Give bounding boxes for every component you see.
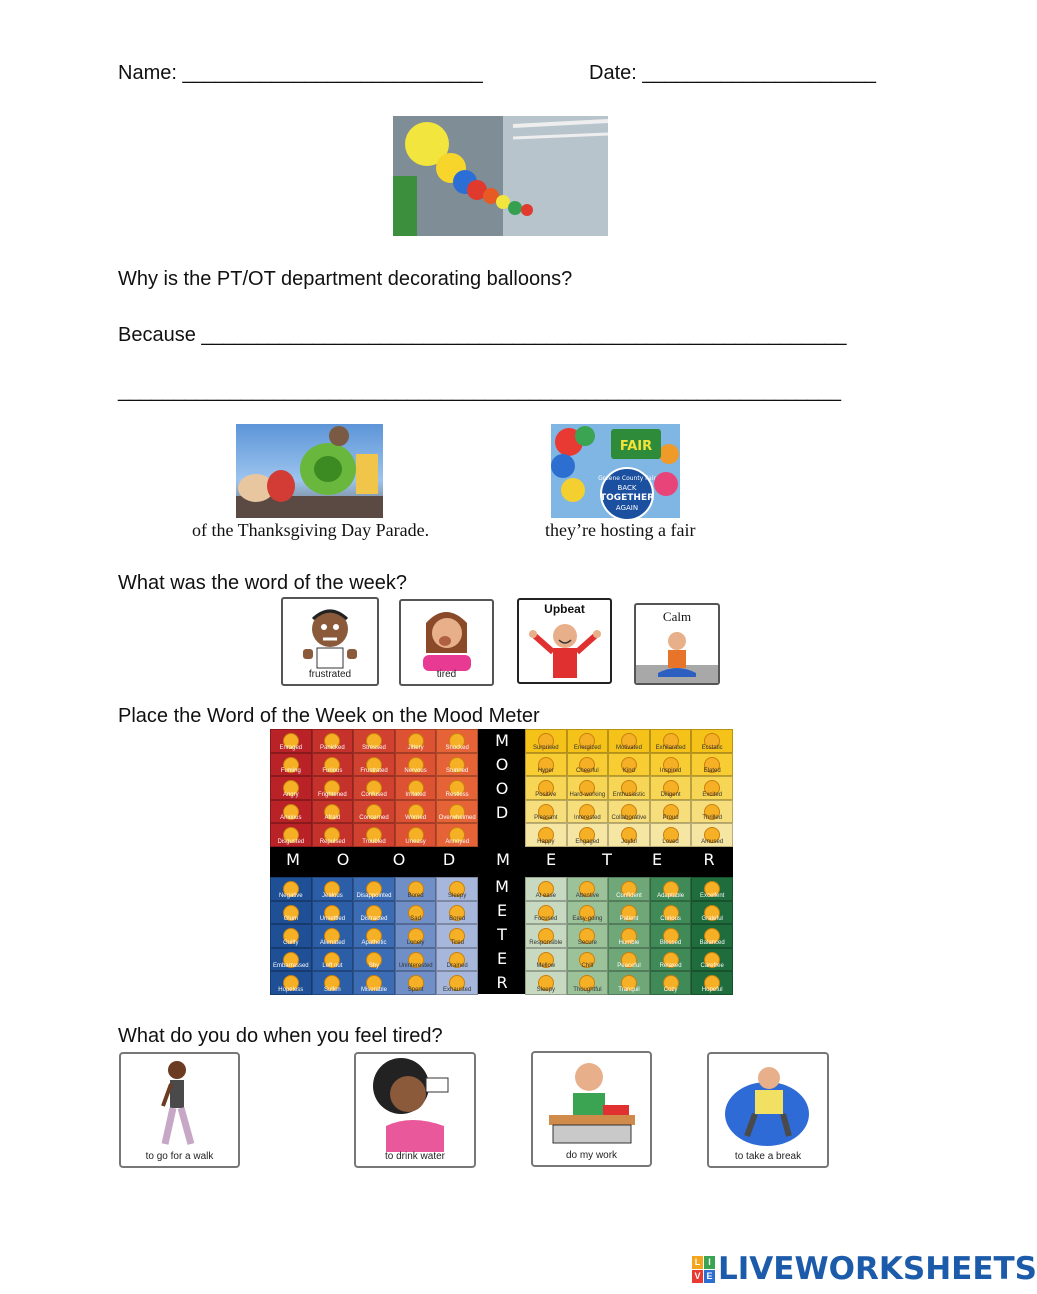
mood-cell-label: Sad: [410, 916, 421, 922]
mood-cell-label: Anxious: [280, 815, 302, 821]
mood-cell-label: Jittery: [407, 744, 424, 751]
mood-cell[interactable]: [525, 823, 567, 847]
mood-cell[interactable]: [353, 800, 395, 824]
mood-cell-label: Collaborative: [611, 815, 647, 821]
mood-cell-label: Tired: [450, 939, 464, 946]
mood-meter[interactable]: [270, 729, 733, 994]
mood-cell-label: Proud: [662, 815, 679, 821]
mood-cell[interactable]: [525, 901, 567, 925]
mood-cell-label: Thrilled: [702, 815, 723, 821]
mood-cell-label: Exhilarated: [655, 744, 686, 751]
mood-cell-label: Responsible: [529, 939, 563, 946]
mood-cell-label: Disgusted: [277, 838, 305, 845]
mood-meter-title-letter: R: [703, 850, 715, 869]
mood-cell[interactable]: [436, 776, 478, 800]
mood-cell[interactable]: [608, 729, 650, 753]
question-mood-meter: Place the Word of the Week on the Mood Meter: [118, 705, 540, 727]
mood-meter-title-letter-vertical: T: [497, 925, 507, 944]
mood-cell-label: Hyper: [537, 768, 554, 774]
mood-cell-label: Balanced: [699, 939, 725, 946]
mood-cell-label: Excellent: [700, 892, 725, 899]
card-go-for-walk-label: to go for a walk: [145, 1151, 214, 1162]
mood-cell[interactable]: [608, 753, 650, 777]
mood-cell-label: Exhausted: [443, 986, 472, 993]
mood-cell-label: Sullen: [324, 986, 341, 993]
mood-cell-label: Ecstatic: [701, 744, 723, 751]
mood-cell-label: Bored: [407, 892, 424, 899]
mood-cell-label: Focused: [534, 916, 558, 922]
mood-cell[interactable]: [567, 753, 609, 777]
answer-line-2[interactable]: _________________________________________________________________: [118, 380, 841, 402]
mood-cell[interactable]: [270, 901, 312, 925]
mood-cell-label: Hopeful: [701, 986, 723, 993]
question-word-of-week: What was the word of the week?: [118, 572, 408, 594]
mood-cell[interactable]: [312, 729, 354, 753]
mood-cell[interactable]: [567, 800, 609, 824]
calm-meditating-icon: [636, 627, 718, 683]
mood-cell-label: Fuming: [280, 768, 301, 774]
mood-cell-label: Hopeless: [278, 986, 304, 993]
mood-cell[interactable]: [436, 971, 478, 995]
mood-cell[interactable]: [436, 753, 478, 777]
mood-cell-label: Hard-working: [569, 791, 606, 798]
mood-cell[interactable]: [525, 971, 567, 995]
mood-cell-label: Excited: [702, 791, 723, 798]
mood-cell[interactable]: [312, 924, 354, 948]
mood-cell-label: Spent: [407, 986, 424, 993]
mood-cell[interactable]: [270, 800, 312, 824]
mood-cell-label: Blessed: [659, 939, 682, 946]
mood-cell-label: Lonely: [406, 939, 425, 946]
mood-cell[interactable]: [270, 877, 312, 901]
mood-cell[interactable]: [312, 971, 354, 995]
mood-meter-title-letter-vertical: O: [495, 779, 509, 798]
mood-cell-label: Cheerful: [576, 768, 599, 774]
mood-cell-label: Attentive: [575, 892, 600, 899]
mood-cell[interactable]: [525, 753, 567, 777]
mood-cell-label: Stressed: [362, 744, 386, 751]
mood-cell-label: Disappointed: [356, 892, 392, 899]
option-parade-caption[interactable]: of the Thanksgiving Day Parade.: [192, 520, 430, 540]
mood-cell-label: Confident: [616, 892, 642, 899]
mood-cell[interactable]: [691, 800, 733, 824]
mood-cell[interactable]: [650, 800, 692, 824]
mood-cell-label: Shy: [368, 963, 380, 969]
mood-cell[interactable]: [395, 753, 437, 777]
mood-meter-title-letter-vertical: R: [496, 973, 508, 992]
mood-cell-label: Irritated: [405, 791, 426, 798]
mood-cell-label: Peaceful: [617, 963, 641, 969]
mood-cell[interactable]: [353, 901, 395, 925]
mood-cell[interactable]: [312, 776, 354, 800]
mood-meter-title-letter: O: [392, 850, 406, 869]
mood-cell[interactable]: [353, 948, 395, 972]
mood-cell[interactable]: [395, 948, 437, 972]
mood-cell[interactable]: [353, 753, 395, 777]
mood-cell-label: Frightened: [318, 791, 347, 798]
mood-meter-title-letter-vertical: E: [496, 901, 508, 920]
mood-cell-label: Troubled: [362, 838, 386, 845]
mood-cell[interactable]: [608, 823, 650, 847]
mood-cell[interactable]: [525, 776, 567, 800]
mood-cell[interactable]: [608, 877, 650, 901]
mood-cell[interactable]: [312, 877, 354, 901]
fair-sign-title: FAIR: [619, 439, 653, 454]
mood-cell-label: Concerned: [359, 815, 389, 821]
fair-sign-line1: BACK: [617, 484, 637, 492]
mood-cell-label: Adaptable: [657, 892, 685, 899]
mood-cell[interactable]: [650, 901, 692, 925]
mood-cell-label: Relaxed: [659, 963, 682, 969]
mood-cell[interactable]: [270, 823, 312, 847]
mood-meter-title-letter-vertical: O: [495, 755, 509, 774]
mood-cell[interactable]: [436, 823, 478, 847]
mood-cell[interactable]: [691, 948, 733, 972]
mood-cell-label: Glum: [283, 916, 298, 922]
frustrated-face-icon: [283, 601, 377, 671]
mood-cell[interactable]: [525, 948, 567, 972]
option-fair-caption[interactable]: they’re hosting a fair: [545, 520, 696, 540]
working-desk-icon: [533, 1055, 650, 1151]
mood-cell-label: Unsettled: [319, 916, 346, 922]
mood-cell[interactable]: [270, 948, 312, 972]
mood-cell[interactable]: [395, 776, 437, 800]
mood-cell[interactable]: [608, 971, 650, 995]
mood-cell[interactable]: [608, 901, 650, 925]
mood-cell-label: Interested: [574, 815, 601, 821]
mood-cell-label: Easy-going: [572, 916, 603, 922]
mood-cell[interactable]: [650, 776, 692, 800]
question-balloons: Why is the PT/OT department decorating balloons?: [118, 268, 573, 290]
drinking-water-icon: [356, 1056, 474, 1152]
mood-cell-label: Worried: [405, 815, 427, 821]
mood-cell-label: Embarrassed: [272, 963, 309, 969]
mood-cell[interactable]: [650, 971, 692, 995]
mood-cell[interactable]: [567, 901, 609, 925]
mood-cell[interactable]: [691, 776, 733, 800]
mood-cell[interactable]: [312, 753, 354, 777]
card-drink-water[interactable]: [354, 1052, 476, 1168]
mood-cell-label: Miserable: [360, 986, 387, 993]
mood-cell[interactable]: [353, 729, 395, 753]
question-feel-tired: What do you do when you feel tired?: [118, 1025, 443, 1047]
mood-cell-label: Happy: [537, 838, 555, 845]
mood-cell[interactable]: [436, 800, 478, 824]
mood-cell-label: Overwhelmed: [438, 815, 476, 821]
card-upbeat-label: Upbeat: [544, 602, 585, 616]
mood-cell-label: Cozy: [663, 986, 678, 993]
mood-cell[interactable]: [525, 924, 567, 948]
mood-cell-label: Uneasy: [405, 838, 426, 845]
mood-cell[interactable]: [567, 729, 609, 753]
mood-cell[interactable]: [395, 729, 437, 753]
mood-cell-label: Thoughtful: [573, 986, 602, 993]
mood-cell[interactable]: [312, 800, 354, 824]
mood-cell[interactable]: [567, 971, 609, 995]
mood-cell-label: Surprised: [532, 744, 559, 751]
mood-cell-label: Frustrated: [360, 768, 388, 774]
mood-cell[interactable]: [436, 948, 478, 972]
card-calm-label: Calm: [662, 609, 692, 624]
mood-cell-label: Pleasant: [534, 815, 558, 821]
mood-cell[interactable]: [691, 877, 733, 901]
mood-cell-label: Patient: [619, 916, 639, 922]
mood-cell-label: Carefree: [700, 963, 724, 969]
mood-cell-label: Shocked: [445, 744, 469, 751]
mood-cell-label: Chill: [581, 963, 594, 969]
mood-cell[interactable]: [567, 877, 609, 901]
mood-cell-label: Angry: [282, 791, 299, 798]
mood-cell-label: Drained: [446, 963, 468, 969]
mood-cell[interactable]: [270, 729, 312, 753]
answer-line-1[interactable]: Because __________________________________________________________: [118, 324, 847, 346]
mood-meter-title-letter: M: [286, 850, 300, 869]
mood-cell[interactable]: [691, 753, 733, 777]
mood-cell[interactable]: [691, 971, 733, 995]
card-calm[interactable]: [634, 603, 720, 685]
mood-cell[interactable]: [436, 877, 478, 901]
mood-cell[interactable]: [650, 877, 692, 901]
date-field-label: Date: _____________________: [589, 62, 876, 84]
card-take-a-break[interactable]: [707, 1052, 829, 1168]
mood-cell[interactable]: [691, 924, 733, 948]
mood-meter-title-letter: O: [336, 850, 350, 869]
mood-cell[interactable]: [395, 971, 437, 995]
mood-cell-label: Energized: [573, 744, 601, 751]
mood-cell[interactable]: [567, 776, 609, 800]
mood-cell-label: Nervous: [404, 768, 427, 774]
mood-cell-label: Curious: [660, 916, 681, 922]
mood-cell-label: Secure: [577, 939, 597, 946]
fair-sign-line3: AGAIN: [615, 504, 639, 512]
mood-cell-label: Left out: [322, 963, 343, 969]
mood-cell-label: Humble: [618, 939, 640, 946]
mood-cell[interactable]: [436, 901, 478, 925]
mood-cell[interactable]: [608, 800, 650, 824]
mood-cell-label: Sleepy: [536, 986, 555, 993]
mood-cell[interactable]: [395, 800, 437, 824]
mood-meter-title-letter-vertical: M: [495, 877, 509, 896]
mood-meter-title-letter: E: [651, 850, 663, 869]
mood-cell[interactable]: [353, 924, 395, 948]
card-tired[interactable]: [399, 599, 494, 686]
beanbag-break-icon: [709, 1056, 827, 1152]
mood-meter-title-letter: T: [602, 850, 612, 869]
mood-cell-label: Guilty: [283, 939, 299, 946]
mood-cell[interactable]: [525, 800, 567, 824]
mood-cell-label: Motivated: [615, 744, 642, 751]
mood-cell[interactable]: [436, 729, 478, 753]
mood-cell-label: Restless: [445, 791, 469, 798]
mood-cell-label: Engaged: [575, 838, 600, 845]
mood-cell-label: Tranquil: [618, 986, 640, 993]
mood-cell-label: Bored: [449, 916, 466, 922]
mood-cell-label: At ease: [535, 892, 556, 899]
mood-cell[interactable]: [312, 823, 354, 847]
mood-cell[interactable]: [650, 729, 692, 753]
mood-cell[interactable]: [525, 729, 567, 753]
mood-cell[interactable]: [691, 901, 733, 925]
mood-cell[interactable]: [608, 924, 650, 948]
mood-cell-label: Kind: [622, 768, 635, 774]
mood-cell-label: Apathetic: [361, 939, 387, 946]
mood-cell[interactable]: [691, 729, 733, 753]
mood-cell-label: Enthusiastic: [612, 791, 646, 798]
balloons-hallway-photo: [393, 116, 608, 236]
mood-cell[interactable]: [270, 924, 312, 948]
mood-cell-label: Amused: [701, 838, 724, 845]
mood-meter-title-letter-vertical: E: [496, 949, 508, 968]
mood-cell-label: Inspired: [659, 768, 682, 774]
mood-cell[interactable]: [353, 877, 395, 901]
card-do-my-work[interactable]: [531, 1051, 652, 1167]
mood-cell-label: Diligent: [660, 791, 681, 798]
walking-person-icon: [121, 1056, 238, 1152]
fair-sign-line2: TOGETHER: [599, 493, 655, 503]
mood-cell-label: Repulsed: [319, 838, 346, 845]
mood-cell[interactable]: [270, 776, 312, 800]
mood-cell[interactable]: [650, 948, 692, 972]
liveworksheets-badge-icon: L I V E: [692, 1256, 716, 1284]
mood-cell[interactable]: [353, 776, 395, 800]
mood-cell-label: Furious: [322, 768, 343, 774]
mood-meter-title-letter: M: [496, 850, 510, 869]
mood-cell[interactable]: [650, 753, 692, 777]
mood-cell[interactable]: [608, 948, 650, 972]
mood-cell-label: Confused: [361, 791, 387, 798]
mood-cell-label: Afraid: [324, 815, 341, 821]
mood-cell[interactable]: [436, 924, 478, 948]
card-frustrated-label: frustrated: [308, 669, 352, 680]
tired-yawn-icon: [401, 603, 492, 673]
mood-cell-label: Jealous: [322, 892, 343, 899]
mood-cell-label: Distracted: [360, 916, 388, 922]
mood-cell[interactable]: [395, 924, 437, 948]
mood-cell[interactable]: [650, 823, 692, 847]
fair-photo[interactable]: [551, 424, 680, 518]
mood-cell[interactable]: [395, 901, 437, 925]
fair-sign-ring: Greene County Fair: [598, 475, 656, 482]
mood-cell-label: Panicked: [320, 744, 345, 751]
mood-cell[interactable]: [395, 823, 437, 847]
mood-cell-label: Alienated: [319, 939, 345, 946]
mood-cell[interactable]: [353, 971, 395, 995]
mood-cell[interactable]: [270, 753, 312, 777]
mood-cell[interactable]: [567, 948, 609, 972]
mood-cell-label: Stunned: [446, 768, 469, 774]
mood-meter-title-letter: D: [442, 850, 456, 869]
card-go-for-walk[interactable]: [119, 1052, 240, 1168]
mood-cell-label: Elated: [703, 768, 721, 774]
mood-cell[interactable]: [353, 823, 395, 847]
mood-meter-title-letter: E: [545, 850, 557, 869]
upbeat-person-icon: [519, 616, 610, 682]
card-drink-water-label: to drink water: [384, 1151, 446, 1162]
mood-cell-label: Positive: [535, 791, 557, 798]
mood-cell-label: Enraged: [279, 744, 303, 751]
mood-cell-label: Grateful: [701, 916, 723, 922]
mood-cell[interactable]: [567, 823, 609, 847]
mood-cell-label: Uninterested: [398, 963, 433, 969]
mood-cell[interactable]: [650, 924, 692, 948]
liveworksheets-logo[interactable]: LIVEWORKSHEETS: [718, 1251, 1037, 1287]
mood-cell[interactable]: [312, 948, 354, 972]
card-upbeat[interactable]: [517, 598, 612, 684]
mood-cell-label: Sleepy: [448, 892, 467, 899]
mood-cell-label: Loved: [662, 838, 679, 845]
mood-meter-title-letter-vertical: M: [495, 731, 509, 750]
card-frustrated[interactable]: [281, 597, 379, 686]
mood-cell[interactable]: [567, 924, 609, 948]
card-tired-label: tired: [436, 669, 457, 680]
mood-cell-label: Negative: [278, 892, 303, 899]
mood-cell-label: Joyful: [621, 838, 637, 845]
mood-cell[interactable]: [270, 971, 312, 995]
mood-cell[interactable]: [608, 776, 650, 800]
mood-cell[interactable]: [312, 901, 354, 925]
mood-cell[interactable]: [525, 877, 567, 901]
card-do-my-work-label: do my work: [565, 1150, 618, 1161]
card-take-a-break-label: to take a break: [734, 1151, 802, 1162]
mood-cell[interactable]: [395, 877, 437, 901]
mood-cell-label: Mellow: [536, 963, 556, 969]
mood-cell[interactable]: [691, 823, 733, 847]
mood-meter-title-letter-vertical: D: [495, 803, 509, 822]
name-field-label: Name: ___________________________: [118, 62, 483, 84]
mood-cell-label: Annoyed: [445, 838, 470, 845]
parade-photo[interactable]: [236, 424, 383, 518]
